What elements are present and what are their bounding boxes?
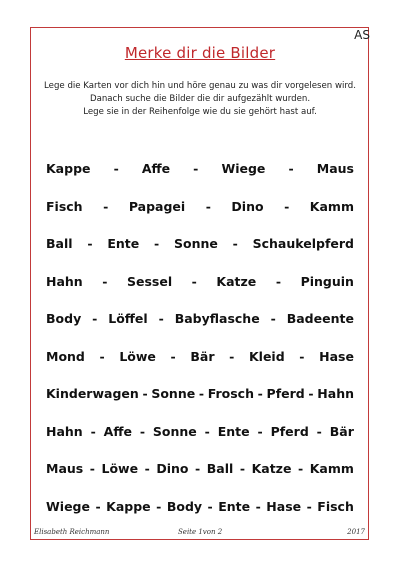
word-row	[46, 263, 354, 301]
word-separator: -	[92, 311, 98, 327]
word: Kappe	[46, 161, 91, 177]
instructions	[40, 80, 360, 119]
word: Kappe	[106, 498, 151, 514]
word-separator: -	[207, 498, 213, 514]
word: Löffel	[108, 311, 148, 327]
page-title: Merke dir die Bilder	[124, 44, 276, 62]
footer-page-number: Seite 1von 2	[178, 528, 223, 536]
word: Pferd	[266, 386, 305, 402]
word-row	[46, 338, 354, 376]
word-separator: -	[306, 498, 312, 514]
instruction-line: Lege sie in der Reihenfolge wie du sie gehört hast auf.	[83, 107, 317, 117]
word: Mond	[46, 348, 85, 364]
word: Maus	[46, 461, 84, 477]
word-separator: -	[99, 348, 105, 364]
word: Sonne	[173, 236, 218, 252]
word-separator: -	[142, 386, 148, 402]
word-separator: -	[170, 348, 176, 364]
word: Affe	[103, 423, 132, 439]
word-row	[46, 150, 354, 188]
word-separator: -	[95, 498, 101, 514]
word: Pinguin	[300, 273, 354, 289]
word-list	[46, 150, 354, 525]
word: Babyflasche	[174, 311, 260, 327]
word-row	[46, 413, 354, 451]
word-separator: -	[316, 423, 322, 439]
word: Sonne	[152, 423, 197, 439]
word-separator: -	[308, 386, 314, 402]
word-row	[46, 375, 354, 413]
word: Hahn	[46, 423, 83, 439]
word-separator: -	[275, 273, 282, 289]
word-separator: -	[288, 161, 294, 177]
word: Hahn	[317, 386, 354, 402]
word-row	[46, 450, 354, 488]
word: Hase	[266, 498, 302, 514]
word: Kamm	[309, 198, 354, 214]
word: Pferd	[270, 423, 309, 439]
word-row	[46, 188, 354, 226]
word-separator: -	[257, 386, 263, 402]
word-separator: -	[193, 161, 199, 177]
word-separator: -	[204, 423, 210, 439]
word: Affe	[141, 161, 171, 177]
word-separator: -	[113, 161, 119, 177]
word: Wiege	[46, 498, 90, 514]
word: Badeente	[286, 311, 354, 327]
footer-author: Elisabeth Reichmann	[34, 528, 110, 536]
word-separator: -	[205, 198, 211, 214]
word-separator: -	[229, 348, 235, 364]
word-separator: -	[297, 461, 304, 477]
footer-year: 2017	[347, 528, 365, 536]
word-separator: -	[89, 461, 95, 477]
word: Ente	[218, 498, 251, 514]
page-footer	[30, 528, 369, 540]
word: Katze	[251, 461, 292, 477]
word: Katze	[216, 273, 257, 289]
word-row	[46, 225, 354, 263]
word: Kinderwagen	[46, 386, 139, 402]
word-separator: -	[154, 236, 160, 252]
word: Hase	[319, 348, 354, 364]
word: Bär	[190, 348, 215, 364]
word-separator: -	[191, 273, 197, 289]
word: Dino	[156, 461, 189, 477]
word: Ente	[107, 236, 140, 252]
word: Frosch	[207, 386, 254, 402]
word: Fisch	[317, 498, 354, 514]
word-separator: -	[90, 423, 96, 439]
word: Bär	[329, 423, 354, 439]
word-row	[46, 488, 354, 526]
word-separator: -	[87, 236, 93, 252]
word: Kamm	[309, 461, 354, 477]
word-row	[46, 300, 354, 338]
word: Sessel	[127, 273, 173, 289]
word-separator: -	[255, 498, 261, 514]
word: Löwe	[119, 348, 156, 364]
word: Papagei	[128, 198, 186, 214]
instruction-line: Danach suche die Bilder die dir aufgezählt wurden.	[89, 94, 311, 104]
word-separator: -	[156, 498, 162, 514]
word: Ente	[217, 423, 250, 439]
word-separator: -	[102, 273, 108, 289]
word-separator: -	[232, 236, 238, 252]
word-separator: -	[257, 423, 263, 439]
word: Sonne	[151, 386, 196, 402]
word: Fisch	[46, 198, 83, 214]
word-separator: -	[139, 423, 146, 439]
word: Ball	[46, 236, 73, 252]
word: Ball	[206, 461, 234, 477]
word-separator: -	[198, 386, 205, 402]
word: Schaukelpferd	[252, 236, 354, 252]
word-separator: -	[284, 198, 290, 214]
word-separator: -	[144, 461, 150, 477]
word-separator: -	[158, 311, 164, 327]
word: Body	[46, 311, 82, 327]
word: Dino	[231, 198, 264, 214]
instruction-line: Lege die Karten vor dich hin und höre genau zu was dir vorgelesen wird.	[44, 81, 356, 91]
word: Hahn	[46, 273, 83, 289]
word-separator: -	[270, 311, 276, 327]
word-separator: -	[103, 198, 109, 214]
word-separator: -	[299, 348, 305, 364]
word-separator: -	[239, 461, 246, 477]
word-separator: -	[195, 461, 201, 477]
corner-tag: AS	[354, 28, 370, 42]
word: Maus	[316, 161, 354, 177]
word: Löwe	[101, 461, 139, 477]
word: Body	[166, 498, 203, 514]
word: Kleid	[248, 348, 285, 364]
word: Wiege	[221, 161, 266, 177]
